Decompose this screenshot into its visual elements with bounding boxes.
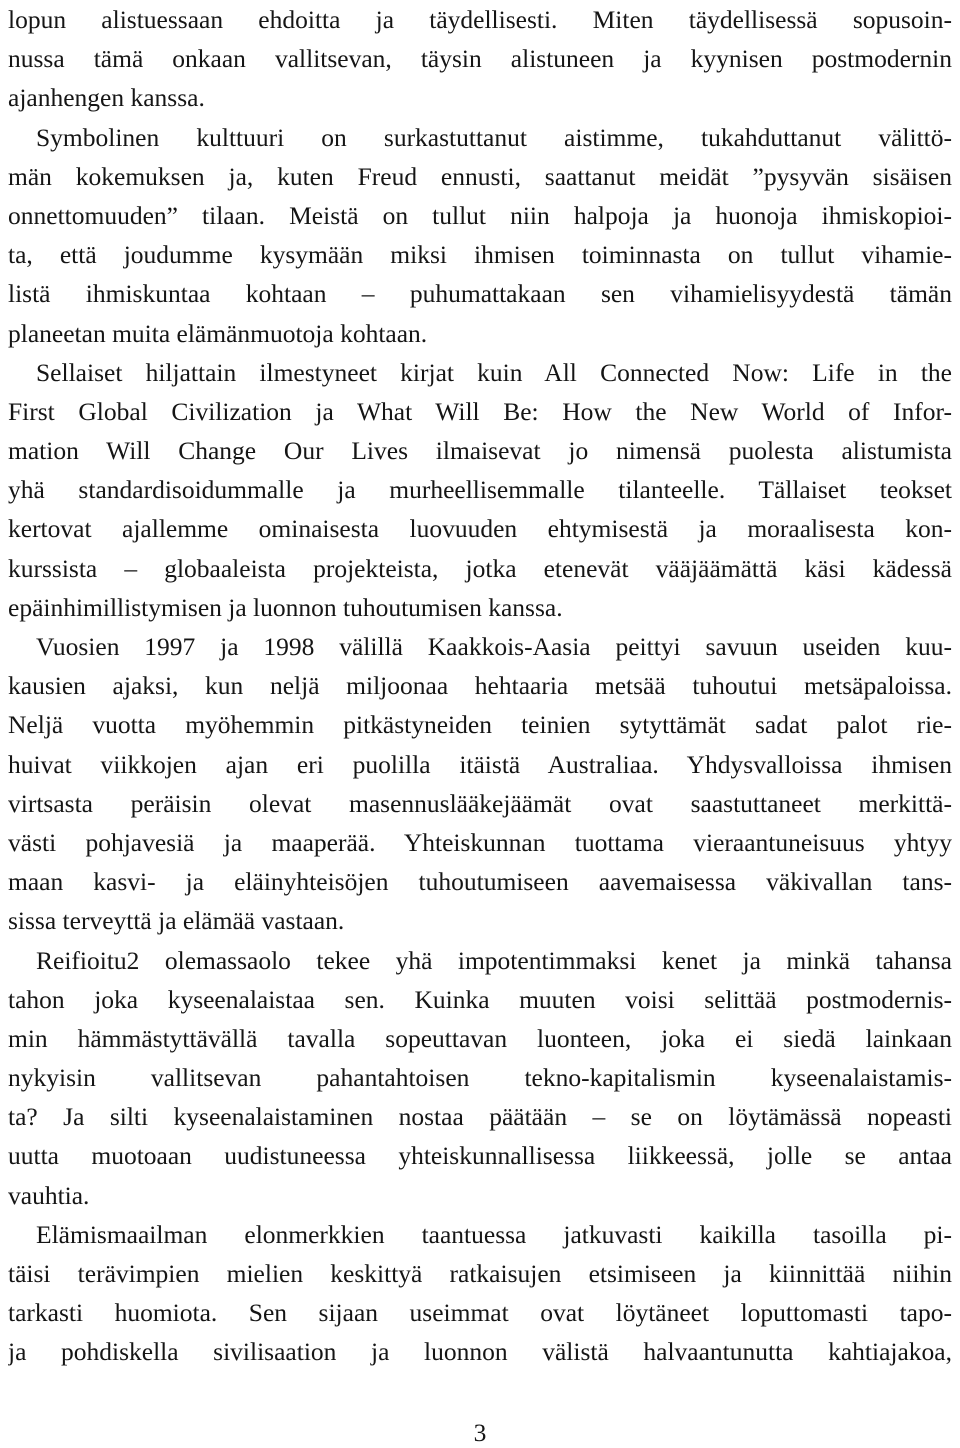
text-line: ta? Ja silti kyseenalaistaminen nostaa päätään – se on löytämässä nopeasti bbox=[8, 1102, 952, 1132]
text-line: yhä standardisoidummalle ja murheellisemmalle tilanteelle. Tällaiset teokset bbox=[8, 475, 952, 505]
text-line: tarkasti huomiota. Sen sijaan useimmat ovat löytäneet loputtomasti tapo- bbox=[8, 1298, 952, 1328]
text-line: ajanhengen kanssa. bbox=[8, 83, 205, 113]
text-line: kurssista – globaaleista projekteista, jotka etenevät vääjäämättä käsi kädessä bbox=[8, 553, 952, 583]
paragraph-1 bbox=[8, 0, 952, 118]
paragraph-2 bbox=[8, 118, 952, 353]
text-line: täisi terävimpien mielien keskittyä ratkaisujen etsimiseen ja kiinnittää niihin bbox=[8, 1259, 952, 1288]
text-line: planeetan muita elämänmuotoja kohtaan. bbox=[8, 318, 428, 348]
text-line: Reifioitu2 olemassaolo tekee yhä impotentimmaksi kenet ja minkä tahansa bbox=[36, 945, 952, 975]
text-line: min hämmästyttävällä tavalla sopeuttavan luonteen, joka ei siedä lainkaan bbox=[8, 1023, 952, 1053]
text-line: ja pohdiskella sivilisaation ja luonnon välistä halvaantunutta kahtiajakoa, bbox=[8, 1337, 952, 1367]
text-line: nussa tämä onkaan vallitsevan, täysin alistuneen ja kyynisen postmodernin bbox=[8, 44, 952, 74]
text-line: huivat viikkojen ajan eri puolilla itäistä Australiaa. Yhdysvalloissa ihmisen bbox=[8, 749, 952, 779]
text-line: maan kasvi- ja eläinyhteisöjen tuhoutumiseen aavemaisessa väkivallan tans- bbox=[8, 867, 952, 897]
text-line: Symbolinen kulttuuri on surkastuttanut aistimme, tukahduttanut välittö- bbox=[36, 122, 952, 152]
text-line: Vuosien 1997 ja 1998 välillä Kaakkois-Aasia peittyi savuun useiden kuu- bbox=[36, 632, 952, 661]
text-line: kertovat ajallemme ominaisesta luovuuden ehtymisestä ja moraalisesta kon- bbox=[8, 514, 952, 544]
text-line: Sellaiset hiljattain ilmestyneet kirjat kuin All Connected Now: Life in the bbox=[36, 357, 952, 387]
text-line: lopun alistuessaan ehdoitta ja täydellisesti. Miten täydellisessä sopusoin- bbox=[8, 5, 952, 34]
paragraph-3 bbox=[8, 353, 952, 627]
paragraph-4 bbox=[8, 627, 952, 941]
text-line: Elämismaailman elonmerkkien taantuessa jatkuvasti kaikilla tasoilla pi- bbox=[36, 1219, 952, 1249]
text-line: tahon joka kyseenalaistaa sen. Kuinka muuten voisi selittää postmodernis- bbox=[8, 984, 952, 1014]
text-line: virtsasta peräisin olevat masennuslääkejäämät ovat saastuttaneet merkittä- bbox=[8, 788, 952, 818]
text-line: män kokemuksen ja, kuten Freud ennusti, saattanut meidät ”pysyvän sisäisen bbox=[8, 161, 952, 191]
text-line: Neljä vuotta myöhemmin pitkästyneiden teinien sytyttämät sadat palot rie- bbox=[8, 710, 952, 740]
text-line: onnettomuuden” tilaan. Meistä on tullut niin halpoja ja huonoja ihmiskopioi- bbox=[8, 200, 952, 230]
paragraph-6 bbox=[8, 1215, 952, 1372]
text-line: mation Will Change Our Lives ilmaisevat jo nimensä puolesta alistumista bbox=[8, 436, 952, 466]
text-line: nykyisin vallitsevan pahantahtoisen tekno-kapitalismin kyseenalaistamis- bbox=[8, 1063, 952, 1093]
text-line: epäinhimillistymisen ja luonnon tuhoutumisen kanssa. bbox=[8, 592, 563, 622]
text-line: vauhtia. bbox=[8, 1180, 90, 1210]
text-line: kausien ajaksi, kun neljä miljoonaa hehtaaria metsää tuhoutui metsäpaloissa. bbox=[8, 671, 952, 701]
document-page bbox=[8, 0, 952, 1372]
text-line: sissa terveyttä ja elämää vastaan. bbox=[8, 906, 345, 936]
paragraph-5 bbox=[8, 941, 952, 1215]
text-line: uutta muotoaan uudistuneessa yhteiskunnallisessa liikkeessä, jolle se antaa bbox=[8, 1141, 952, 1171]
text-line: First Global Civilization ja What Will Be: How the New World of Infor- bbox=[8, 396, 952, 426]
text-line: listä ihmiskuntaa kohtaan – puhumattakaan sen vihamielisyydestä tämän bbox=[8, 279, 952, 309]
text-line: västi pohjavesiä ja maaperää. Yhteiskunnan tuottama vieraantuneisuus yhtyy bbox=[8, 827, 952, 857]
page-number: 3 bbox=[473, 1418, 487, 1447]
text-line: ta, että joudumme kysymään miksi ihmisen toiminnasta on tullut vihamie- bbox=[8, 240, 952, 270]
